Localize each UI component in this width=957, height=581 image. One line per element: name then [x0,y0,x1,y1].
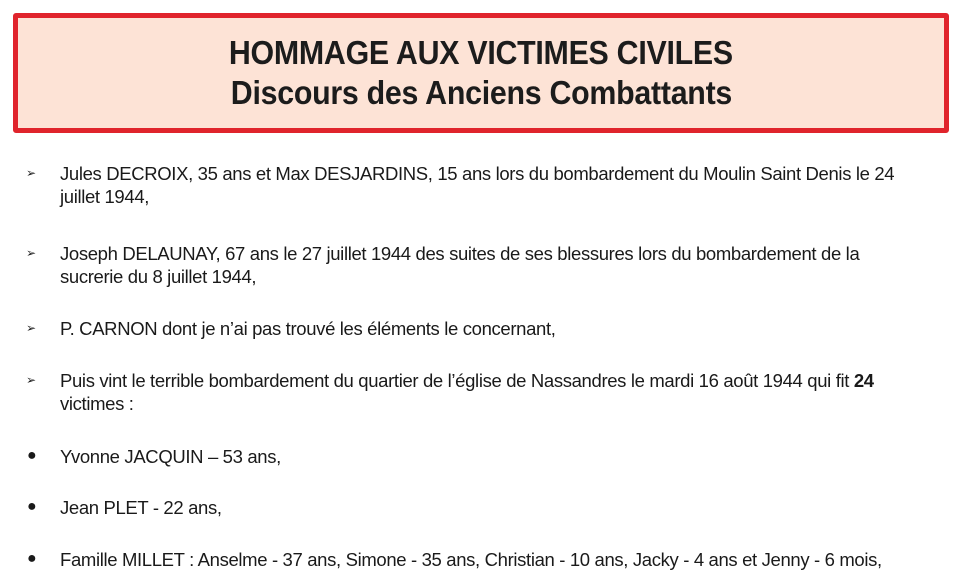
page-title: HOMMAGE AUX VICTIMES CIVILES [229,34,733,71]
item-text-line: sucrerie du 8 juillet 1944, [60,266,257,287]
arrow-icon: ➢ [26,166,37,180]
title-banner [13,13,949,133]
bullet-icon: ● [27,550,37,567]
item-text-line: Jean PLET - 22 ans, [60,497,222,518]
item-text-line: juillet 1944, [60,186,150,207]
item-text-segment: Puis vint le terrible bombardement du quartier de l’église de Nassandres le mardi 16 août 1944 qui fit [60,370,854,391]
arrow-icon: ➢ [26,373,37,387]
arrow-icon: ➢ [26,321,37,335]
item-text-line: Jules DECROIX, 35 ans et Max DESJARDINS, 15 ans lors du bombardement du Moulin Saint Denis le 24 [60,163,895,184]
item-text-line: Famille MILLET : Anselme - 37 ans, Simone - 35 ans, Christian - 10 ans, Jacky - 4 ans et Jenny - 6 mois, [60,549,882,570]
victim-count: 24 [853,370,874,391]
item-text-line: Yvonne JACQUIN – 53 ans, [60,446,281,467]
item-text-line [60,369,940,392]
bullet-icon: ● [27,447,37,464]
bullet-icon: ● [27,498,37,515]
arrow-icon: ➢ [26,246,37,260]
item-text-line: Joseph DELAUNAY, 67 ans le 27 juillet 1944 des suites de ses blessures lors du bombardement de la [60,243,860,264]
item-text-line: victimes : [60,393,134,414]
item-text-line: P. CARNON dont je n’ai pas trouvé les éléments le concernant, [60,318,556,339]
page-subtitle: Discours des Anciens Combattants [230,74,732,111]
